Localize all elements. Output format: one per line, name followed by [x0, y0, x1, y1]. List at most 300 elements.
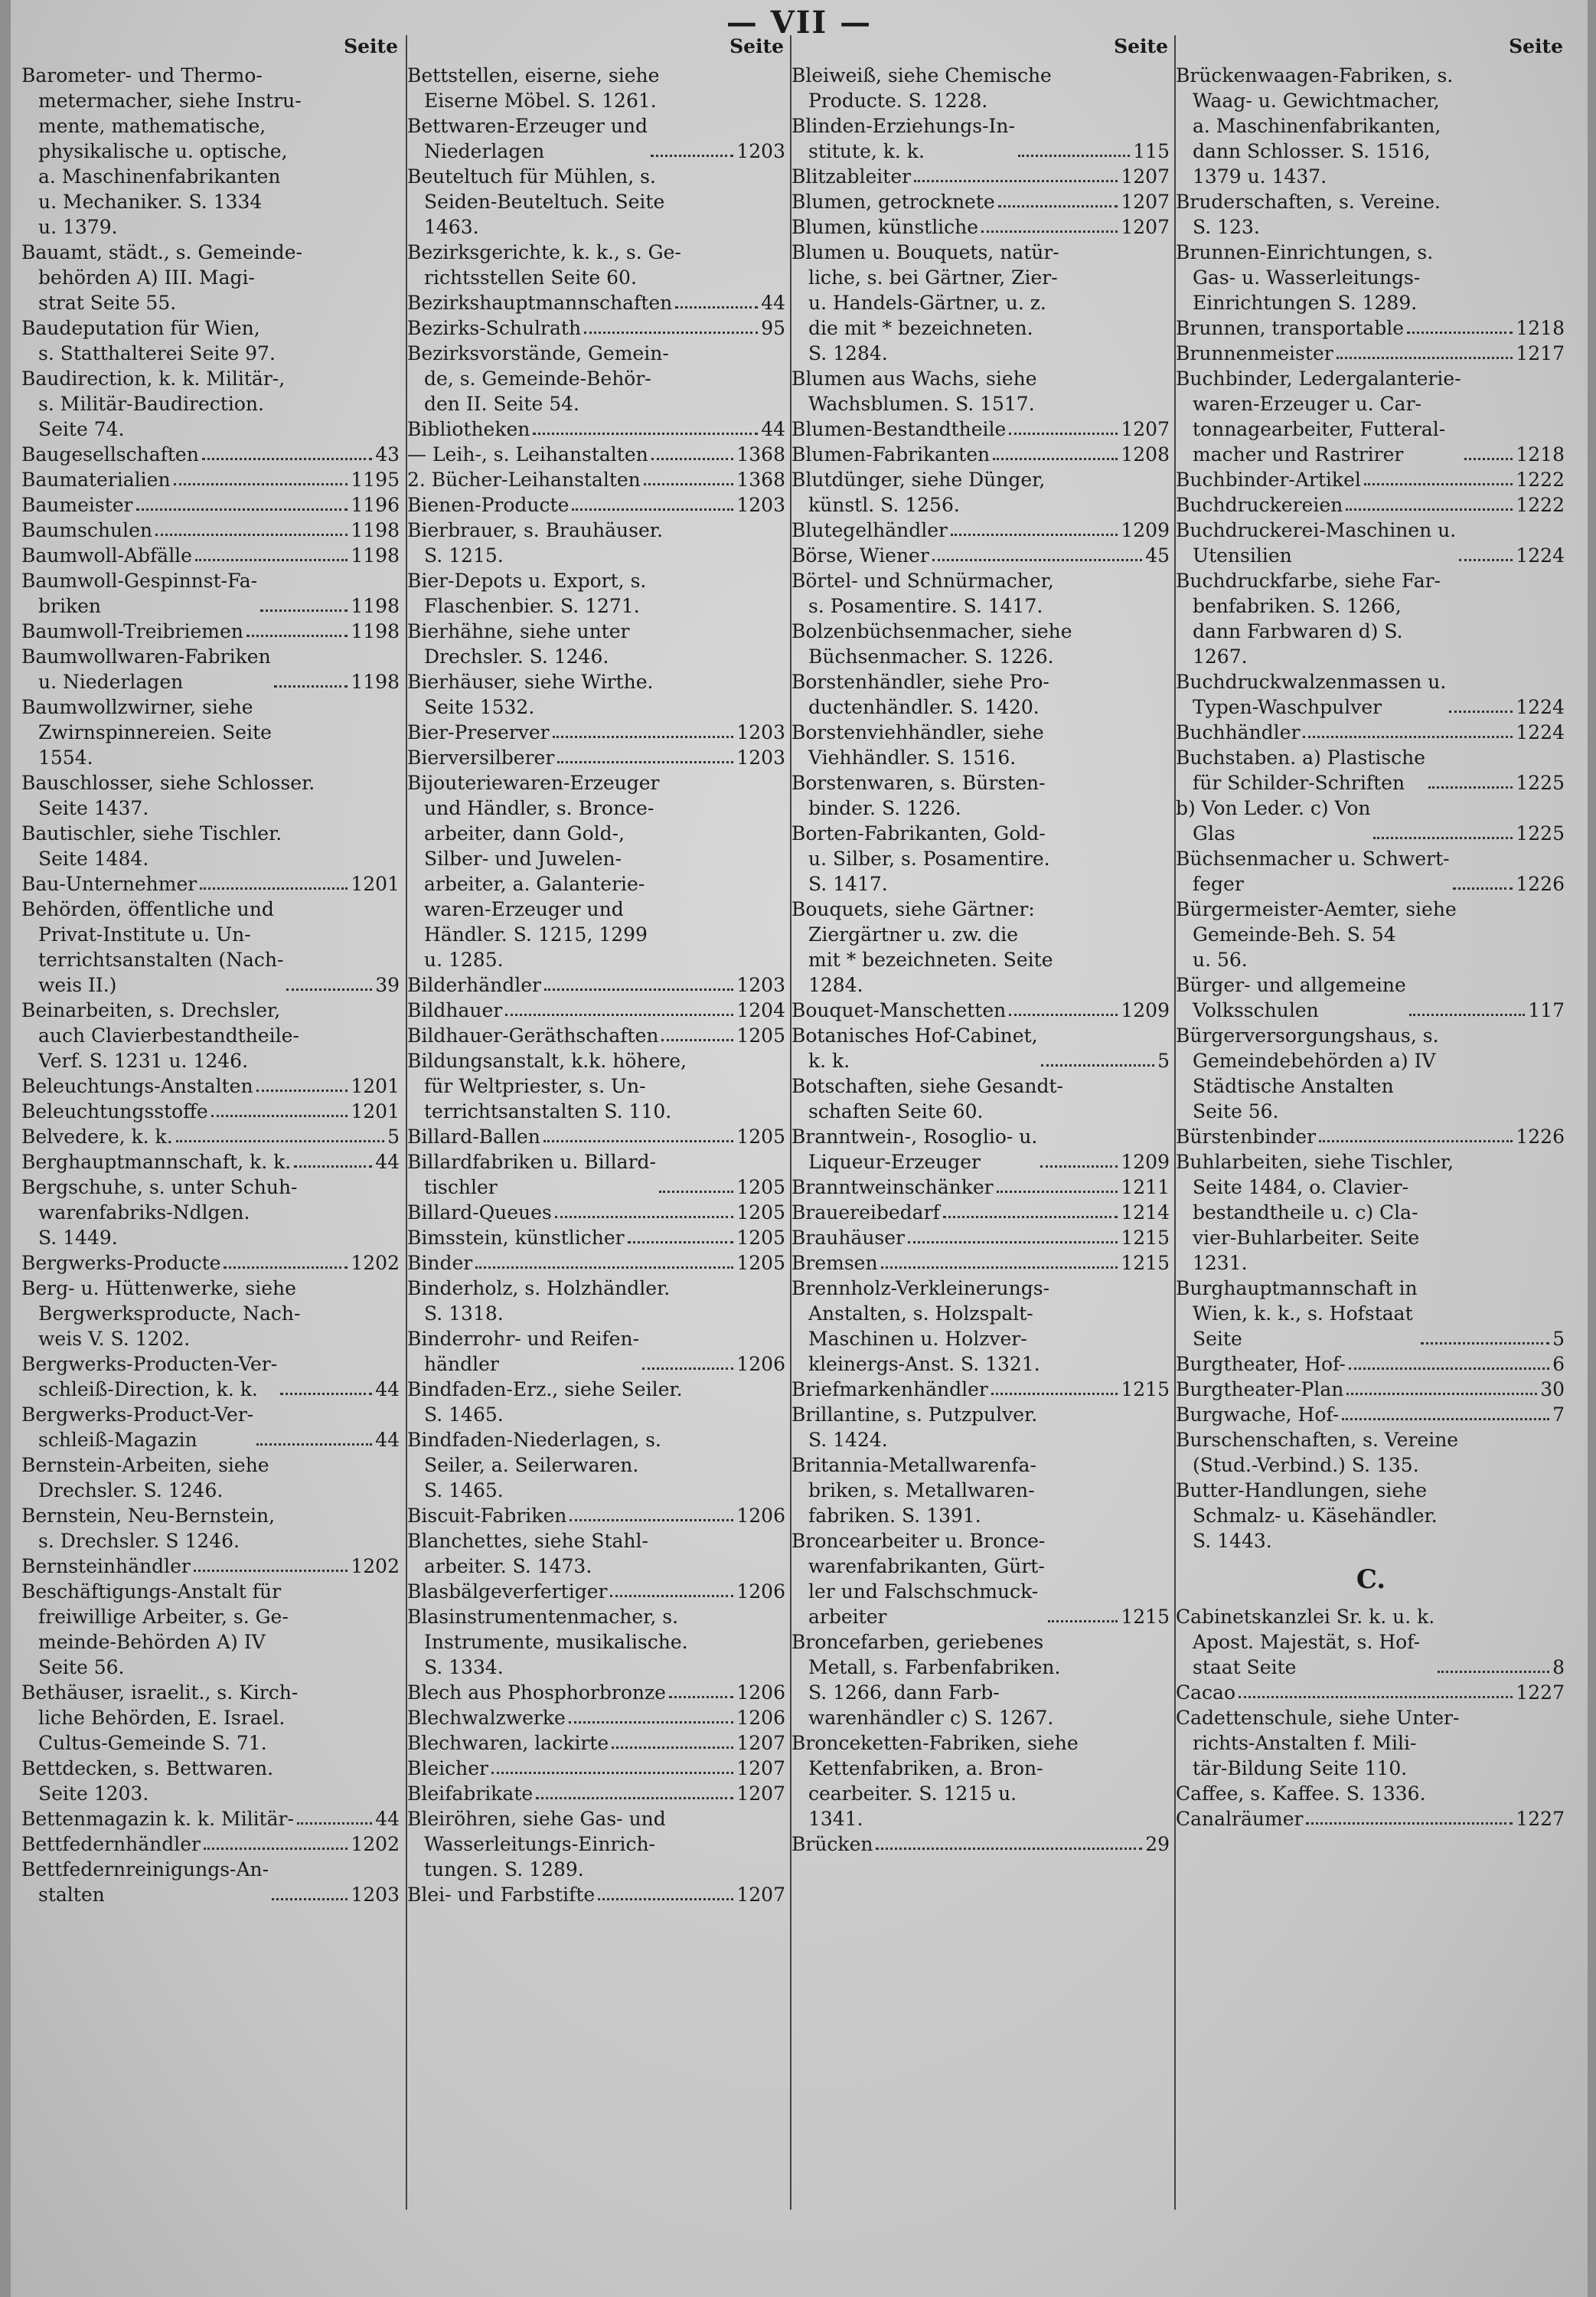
entry-page-number: 1205 — [736, 1126, 785, 1148]
index-entry — [21, 1099, 401, 1124]
index-entry — [21, 543, 401, 568]
index-entry — [407, 1250, 787, 1276]
entry-page-number: 1207 — [1121, 165, 1170, 188]
entry-page-number: 1201 — [351, 873, 400, 895]
index-entry — [21, 1175, 401, 1250]
entry-text: Bier-Preserver — [407, 721, 550, 743]
entry-text: Blasinstrumentenmacher, s. Instrumente, musikalische. S. 1334. — [407, 1606, 688, 1678]
entry-text: Bildhauer — [407, 999, 503, 1021]
index-entry — [791, 1175, 1171, 1200]
index-entry — [1176, 669, 1566, 720]
index-entry — [21, 492, 401, 518]
index-entry — [407, 1124, 787, 1149]
entry-page-number: 5 — [1157, 1050, 1170, 1072]
dot-leader — [544, 988, 733, 991]
entry-text: Bienen-Producte — [407, 494, 570, 516]
entry-text: — Leih-, s. Leihanstalten — [407, 443, 648, 466]
dot-leader — [981, 230, 1118, 233]
dot-leader — [194, 1570, 348, 1572]
index-entry — [21, 644, 401, 694]
entry-text: Blumen, getrocknete — [791, 191, 995, 213]
index-entry — [1176, 492, 1566, 518]
entry-text: Bürgermeister-Aemter, siehe Gemeinde-Beh. S. 54 u. 56. — [1176, 898, 1457, 971]
entry-text: Blechwalzwerke — [407, 1707, 566, 1729]
index-entry — [791, 1124, 1171, 1175]
entry-text: Bergschuhe, s. unter Schuh- warenfabriks-Ndlgen. S. 1449. — [21, 1176, 298, 1249]
entry-text: Bindfaden-Niederlagen, s. Seiler, a. Seilerwaren. S. 1465. — [407, 1429, 661, 1501]
directory-page — [11, 0, 1588, 2297]
index-entry — [407, 669, 787, 720]
page-number: — VII — — [726, 5, 873, 41]
index-entry — [1176, 366, 1566, 467]
entry-text: Bernstein-Arbeiten, siehe Drechsler. S. 1246. — [21, 1454, 269, 1501]
index-entry — [1176, 796, 1566, 846]
index-entry — [1176, 341, 1566, 366]
index-entry — [1176, 240, 1566, 315]
dot-leader — [1009, 1014, 1118, 1016]
entry-text: Branntwein-, Rosoglio- u. Liqueur-Erzeuger — [791, 1126, 1038, 1173]
index-entry — [21, 998, 401, 1073]
index-entry — [407, 315, 787, 341]
dot-leader — [1337, 357, 1513, 359]
index-entry — [791, 1730, 1171, 1831]
dot-leader — [1438, 1671, 1549, 1673]
entry-page-number: 1209 — [1121, 1151, 1170, 1173]
entry-page-number: 1203 — [351, 1884, 400, 1906]
index-entry — [21, 1831, 401, 1857]
index-entry — [1176, 1806, 1566, 1831]
entry-text: Baumwollwaren-Fabriken u. Niederlagen — [21, 645, 271, 693]
entry-page-number: 1198 — [351, 620, 400, 642]
entry-page-number: 1207 — [736, 1884, 785, 1906]
entry-text: Bezirksvorstände, Gemein- de, s. Gemeinde-Behör- den II. Seite 54. — [407, 342, 669, 415]
entry-page-number: 1207 — [736, 1782, 785, 1805]
entry-page-number: 1226 — [1516, 873, 1565, 895]
entry-text: Bezirksgerichte, k. k., s. Ge- richtsstellen Seite 60. — [407, 241, 681, 289]
entry-text: Butter-Handlungen, siehe Schmalz- u. Käsehändler. S. 1443. — [1176, 1479, 1438, 1552]
dot-leader — [993, 458, 1118, 460]
entry-text: Blutegelhändler — [791, 519, 948, 541]
index-entry — [407, 1149, 787, 1200]
index-entry — [21, 871, 401, 897]
dot-leader — [505, 1014, 733, 1016]
entry-text: Bindfaden-Erz., siehe Seiler. S. 1465. — [407, 1378, 683, 1426]
entry-text: Bernstein, Neu-Bernstein, s. Drechsler. S 1246. — [21, 1505, 276, 1552]
index-entry — [1176, 1402, 1566, 1427]
entry-text: Blumen-Bestandtheile — [791, 418, 1007, 440]
index-entry — [407, 770, 787, 972]
entry-text: Caffee, s. Kaffee. S. 1336. — [1176, 1782, 1426, 1805]
dot-leader — [1303, 736, 1513, 738]
index-entry — [791, 518, 1171, 543]
entry-text: Bierhähne, siehe unter Drechsler. S. 1246. — [407, 620, 630, 668]
entry-text: Blei- und Farbstifte — [407, 1884, 596, 1906]
dot-leader — [475, 1266, 733, 1269]
entry-text: Belvedere, k. k. — [21, 1126, 173, 1148]
entry-text: Burgtheater-Plan — [1176, 1378, 1344, 1400]
dot-leader — [1409, 1014, 1525, 1016]
entry-page-number: 1205 — [736, 1227, 785, 1249]
entry-page-number: 1207 — [1121, 191, 1170, 213]
entry-page-number: 1227 — [1516, 1808, 1565, 1830]
dot-leader — [274, 685, 348, 688]
index-entry — [407, 1503, 787, 1528]
entry-page-number: 1203 — [736, 140, 785, 162]
dot-leader — [1453, 887, 1513, 890]
index-entry — [21, 1756, 401, 1806]
entry-text: Blumen, künstliche — [791, 216, 979, 238]
entry-text: Buhlarbeiten, siehe Tischler, Seite 1484, o. Clavier- bestandtheile u. c) Cla- vier-Buhlarbeiter. Seite 1231. — [1176, 1151, 1454, 1274]
index-entry — [407, 290, 787, 315]
entry-page-number: 30 — [1540, 1378, 1565, 1400]
entry-page-number: 1203 — [736, 974, 785, 996]
entry-text: Borstenviehhändler, siehe Viehhändler. S. 1516. — [791, 721, 1044, 769]
index-entry — [1176, 1604, 1566, 1680]
entry-text: Bleiröhren, siehe Gas- und Wasserleitungs-Einrich- tungen. S. 1289. — [407, 1808, 666, 1880]
index-entry — [407, 240, 787, 290]
dot-leader — [932, 559, 1142, 561]
entry-text: Bergwerks-Producten-Ver- schleiß-Direction, k. k. — [21, 1353, 278, 1400]
index-entry — [791, 63, 1171, 113]
entry-text: Briefmarkenhändler — [791, 1378, 988, 1400]
entry-page-number: 1224 — [1516, 721, 1565, 743]
dot-leader — [224, 1266, 348, 1269]
index-entry — [791, 1200, 1171, 1225]
entry-text: Brillantine, s. Putzpulver. S. 1424. — [791, 1403, 1038, 1451]
dot-leader — [1407, 332, 1513, 334]
entry-page-number: 1209 — [1121, 519, 1170, 541]
entry-text: Buchdruckereien — [1176, 494, 1343, 516]
entry-text: Bierversilberer — [407, 747, 555, 769]
index-entry — [21, 770, 401, 821]
index-entry — [791, 189, 1171, 214]
dot-leader — [1319, 1140, 1513, 1142]
entry-text: Bettfedernhändler — [21, 1833, 201, 1855]
entry-page-number: 1368 — [736, 469, 785, 491]
entry-text: Bremsen — [791, 1252, 878, 1274]
index-entry — [1176, 1377, 1566, 1402]
entry-text: Bildungsanstalt, k.k. höhere, für Weltpriester, s. Un- terrichtsanstalten S. 110. — [407, 1050, 687, 1122]
index-entry — [21, 568, 401, 619]
column-header: Seite — [1114, 35, 1168, 57]
entry-text: Binderrohr- und Reifen- händler — [407, 1328, 640, 1375]
entry-text: Blumen-Fabrikanten — [791, 443, 991, 466]
entry-text: Bautischler, siehe Tischler. Seite 1484. — [21, 822, 282, 870]
index-entry — [407, 1276, 787, 1326]
index-entry — [407, 1048, 787, 1124]
index-entry — [1176, 467, 1566, 492]
dot-leader — [1342, 1418, 1549, 1420]
entry-text: Bleifabrikate — [407, 1782, 534, 1805]
index-entry — [407, 1781, 787, 1806]
entry-page-number: 1215 — [1121, 1378, 1170, 1400]
entry-page-number: 1207 — [1121, 418, 1170, 440]
index-column-3 — [790, 35, 1171, 2210]
entry-page-number: 1215 — [1121, 1227, 1170, 1249]
dot-leader — [1428, 786, 1513, 789]
column-header: Seite — [344, 35, 398, 57]
index-entry — [1176, 1351, 1566, 1377]
column-header: Seite — [729, 35, 784, 57]
entry-text: Behörden, öffentliche und Privat-Institute u. Un- terrichtsanstalten (Nach- weis II.) — [21, 898, 284, 996]
entry-page-number: 44 — [761, 292, 785, 314]
entry-page-number: 1203 — [736, 721, 785, 743]
index-entry — [791, 1225, 1171, 1250]
index-entry — [21, 1452, 401, 1503]
index-entry — [407, 467, 787, 492]
index-entry — [407, 442, 787, 467]
dot-leader — [659, 1191, 733, 1193]
dot-leader — [1373, 837, 1513, 839]
entry-text: Blech aus Phosphorbronze — [407, 1681, 666, 1704]
entry-text: Brauereibedarf — [791, 1201, 940, 1224]
index-entry — [21, 821, 401, 871]
entry-page-number: 117 — [1528, 999, 1565, 1021]
index-entry — [1176, 897, 1566, 972]
dot-leader — [876, 1848, 1142, 1850]
entry-text: Burschenschaften, s. Vereine (Stud.-Verbind.) S. 135. — [1176, 1429, 1459, 1476]
dot-leader — [991, 1393, 1118, 1395]
index-entry — [407, 972, 787, 998]
index-entry — [407, 1806, 787, 1882]
entry-text: Bettstellen, eiserne, siehe Eiserne Möbel. S. 1261. — [407, 64, 660, 112]
entry-page-number: 1205 — [736, 1024, 785, 1047]
index-entry — [21, 1554, 401, 1579]
index-entry — [407, 1200, 787, 1225]
entry-text: Brückenwaagen-Fabriken, s. Waag- u. Gewichtmacher, a. Maschinenfabrikanten, dann Schlosser. S. 1516, 1379 u. 1437. — [1176, 64, 1454, 188]
index-entry — [1176, 1680, 1566, 1705]
entry-page-number: 44 — [375, 1151, 400, 1173]
entry-page-number: 1227 — [1516, 1681, 1565, 1704]
entry-text: Baumaterialien — [21, 469, 171, 491]
index-entry — [1176, 1023, 1566, 1124]
index-entry — [407, 1225, 787, 1250]
dot-leader — [1040, 1165, 1118, 1168]
index-entry — [407, 492, 787, 518]
entry-text: Bleiweiß, siehe Chemische Producte. S. 1228. — [791, 64, 1052, 112]
entry-text: Berghauptmannschaft, k. k. — [21, 1151, 292, 1173]
index-entry — [791, 240, 1171, 366]
entry-text: Bau-Unternehmer — [21, 873, 197, 895]
entry-page-number: 1201 — [351, 1100, 400, 1122]
dot-leader — [174, 483, 348, 485]
dot-leader — [610, 1595, 733, 1597]
index-entry — [21, 1579, 401, 1680]
entry-text: Blumen aus Wachs, siehe Wachsblumen. S. 1517. — [791, 368, 1037, 415]
dot-leader — [1364, 483, 1513, 485]
dot-leader — [1018, 155, 1130, 157]
entry-text: Burghauptmannschaft in Wien, k. k., s. Hofstaat Seite — [1176, 1277, 1418, 1350]
entry-text: Binderholz, s. Holzhändler. S. 1318. — [407, 1277, 671, 1325]
dot-leader — [1346, 1393, 1537, 1395]
index-entry — [407, 63, 787, 113]
dot-leader — [651, 155, 733, 157]
dot-leader — [997, 1191, 1118, 1193]
dot-leader — [1041, 1064, 1155, 1067]
entry-text: Blechwaren, lackirte — [407, 1732, 609, 1754]
index-entry — [1176, 518, 1566, 568]
entry-text: Börtel- und Schnürmacher, s. Posamentire. S. 1417. — [791, 570, 1054, 617]
entry-page-number: 1206 — [736, 1505, 785, 1527]
entry-text: Bethäuser, israelit., s. Kirch- liche Behörden, E. Israel. Cultus-Gemeinde S. 71. — [21, 1681, 299, 1754]
index-entry — [1176, 1276, 1566, 1351]
dot-leader — [533, 433, 758, 435]
dot-leader — [200, 887, 348, 890]
index-entry — [791, 1250, 1171, 1276]
entry-text: Bolzenbüchsenmacher, siehe Büchsenmacher. S. 1226. — [791, 620, 1072, 668]
dot-leader — [202, 458, 372, 460]
index-entry — [21, 366, 401, 442]
entry-page-number: 5 — [387, 1126, 400, 1148]
dot-leader — [1346, 508, 1513, 511]
entry-page-number: 1198 — [351, 544, 400, 567]
index-entry — [791, 720, 1171, 770]
dot-leader — [1048, 1620, 1118, 1622]
entry-text: Bilderhändler — [407, 974, 541, 996]
index-entry — [1176, 189, 1566, 240]
index-entry — [791, 821, 1171, 897]
entry-text: Bierhäuser, siehe Wirthe. Seite 1532. — [407, 671, 654, 718]
dot-leader — [612, 1746, 733, 1749]
entry-text: Beleuchtungs-Anstalten — [21, 1075, 253, 1097]
entry-text: Cacao — [1176, 1681, 1235, 1704]
dot-leader — [1464, 458, 1513, 460]
entry-page-number: 1225 — [1516, 772, 1565, 794]
index-entry — [791, 417, 1171, 442]
entry-text: Baudirection, k. k. Militär-, s. Militär-Baudirection. Seite 74. — [21, 368, 286, 440]
entry-text: Botanisches Hof-Cabinet, k. k. — [791, 1024, 1038, 1072]
index-entry — [21, 619, 401, 644]
entry-text: Beinarbeiten, s. Drechsler, auch Clavierbestandtheile- Verf. S. 1231 u. 1246. — [21, 999, 299, 1072]
entry-text: Bleicher — [407, 1757, 489, 1779]
entry-page-number: 1217 — [1516, 342, 1565, 364]
dot-leader — [155, 534, 348, 536]
index-entry — [1176, 1705, 1566, 1781]
dot-leader — [195, 559, 348, 561]
entry-text: Brauhäuser — [791, 1227, 906, 1249]
entry-page-number: 1225 — [1516, 822, 1565, 845]
dot-leader — [1306, 1822, 1513, 1825]
index-column-4 — [1174, 35, 1566, 2210]
entry-text: Bibliotheken — [407, 418, 530, 440]
entry-text: Brücken — [791, 1833, 873, 1855]
index-entry — [407, 341, 787, 417]
dot-leader — [1349, 1367, 1549, 1370]
entry-page-number: 1215 — [1121, 1252, 1170, 1274]
dot-leader — [536, 1797, 733, 1799]
index-entry — [791, 770, 1171, 821]
entry-text: Bouquet-Manschetten — [791, 999, 1007, 1021]
entry-text: Berg- u. Hüttenwerke, siehe Bergwerksproducte, Nach- weis V. S. 1202. — [21, 1277, 301, 1350]
index-entry — [21, 1124, 401, 1149]
entry-text: Borstenhändler, siehe Pro- ductenhändler. S. 1420. — [791, 671, 1049, 718]
dot-leader — [572, 508, 733, 511]
entry-text: Billardfabriken u. Billard- tischler — [407, 1151, 656, 1198]
index-entry — [791, 214, 1171, 240]
entry-page-number: 1207 — [736, 1757, 785, 1779]
entry-text: Cadettenschule, siehe Unter- richts-Anstalten f. Mili- tär-Bildung Seite 110. — [1176, 1707, 1460, 1779]
index-entry — [21, 518, 401, 543]
entry-text: Blanchettes, siehe Stahl- arbeiter. S. 1473. — [407, 1530, 648, 1577]
entry-text: Buchdruckfarbe, siehe Far- benfabriken. S. 1266, dann Farbwaren d) S. 1267. — [1176, 570, 1441, 668]
entry-text: Bauschlosser, siehe Schlosser. Seite 1437. — [21, 772, 315, 819]
entry-page-number: 1207 — [1121, 216, 1170, 238]
entry-text: Beuteltuch für Mühlen, s. Seiden-Beuteltuch. Seite 1463. — [407, 165, 665, 238]
index-entry — [21, 1680, 401, 1756]
entry-text: Bettenmagazin k. k. Militär- — [21, 1808, 294, 1830]
entry-text: Bettdecken, s. Bettwaren. Seite 1203. — [21, 1757, 274, 1805]
index-entry — [407, 113, 787, 164]
entry-text: Bettwaren-Erzeuger und Niederlagen — [407, 115, 648, 162]
entry-page-number: 1203 — [736, 494, 785, 516]
entry-text: Britannia-Metallwarenfa- briken, s. Metallwaren- fabriken. S. 1391. — [791, 1454, 1036, 1527]
index-entry — [407, 1023, 787, 1048]
entry-text: Blutdünger, siehe Dünger, künstl. S. 1256. — [791, 469, 1046, 516]
entry-page-number: 1209 — [1121, 999, 1170, 1021]
entry-page-number: 1207 — [736, 1732, 785, 1754]
index-entry — [407, 1705, 787, 1730]
index-entry — [21, 1806, 401, 1831]
dot-leader — [246, 635, 348, 637]
index-entry — [21, 1276, 401, 1351]
dot-leader — [553, 736, 734, 738]
dot-leader — [584, 332, 758, 334]
index-entry — [21, 315, 401, 366]
dot-leader — [555, 1216, 734, 1218]
dot-leader — [642, 1367, 733, 1370]
index-entry — [791, 1402, 1171, 1452]
entry-text: Bijouteriewaren-Erzeuger und Händler, s. Bronce- arbeiter, dann Gold-, Silber- und Juwelen- arbeiter, a. Galanterie- waren-Erzeuger und Händler. S. 1215, 1299 u. 1285. — [407, 772, 660, 971]
dot-leader — [286, 988, 372, 991]
dot-leader — [294, 1165, 372, 1168]
entry-text: Bruderschaften, s. Vereine. S. 123. — [1176, 191, 1441, 238]
index-entry — [791, 543, 1171, 568]
entry-text: Brunnen, transportable — [1176, 317, 1404, 339]
entry-page-number: 1206 — [736, 1353, 785, 1375]
entry-text: Buchdruckerei-Maschinen u. Utensilien — [1176, 519, 1457, 567]
dot-leader — [669, 1696, 733, 1698]
index-entry — [791, 1023, 1171, 1073]
entry-text: Brennholz-Verkleinerungs- Anstalten, s. Holzspalt- Maschinen u. Holzver- kleinergs-Anst. S. 1321. — [791, 1277, 1050, 1375]
dot-leader — [651, 458, 734, 460]
index-entry — [791, 998, 1171, 1023]
entry-text: Baumwoll-Treibriemen — [21, 620, 243, 642]
index-entry — [21, 1857, 401, 1907]
entry-text: Blinden-Erziehungs-In- stitute, k. k. — [791, 115, 1015, 162]
index-entry — [407, 1579, 787, 1604]
entry-text: Baumschulen — [21, 519, 153, 541]
entry-text: Burgwache, Hof- — [1176, 1403, 1340, 1426]
index-entry — [1176, 315, 1566, 341]
index-entry — [407, 568, 787, 619]
entry-text: Büchsenmacher u. Schwert- feger — [1176, 848, 1450, 895]
dot-leader — [557, 761, 733, 763]
index-entry — [21, 1351, 401, 1402]
index-entry — [791, 1276, 1171, 1377]
dot-leader — [543, 1140, 734, 1142]
index-entry — [21, 442, 401, 467]
entry-text: Biscuit-Fabriken — [407, 1505, 567, 1527]
dot-leader — [998, 205, 1118, 207]
entry-page-number: 1205 — [736, 1201, 785, 1224]
entry-text: Blumen u. Bouquets, natür- liche, s. bei Gärtner, Zier- u. Handels-Gärtner, u. z. die mit * bezeichneten. S. 1284. — [791, 241, 1059, 364]
index-entry — [1176, 1124, 1566, 1149]
entry-text: Bergwerks-Producte — [21, 1252, 221, 1274]
index-entry — [407, 417, 787, 442]
index-entry — [21, 1149, 401, 1175]
entry-text: Beleuchtungsstoffe — [21, 1100, 208, 1122]
entry-page-number: 1206 — [736, 1707, 785, 1729]
